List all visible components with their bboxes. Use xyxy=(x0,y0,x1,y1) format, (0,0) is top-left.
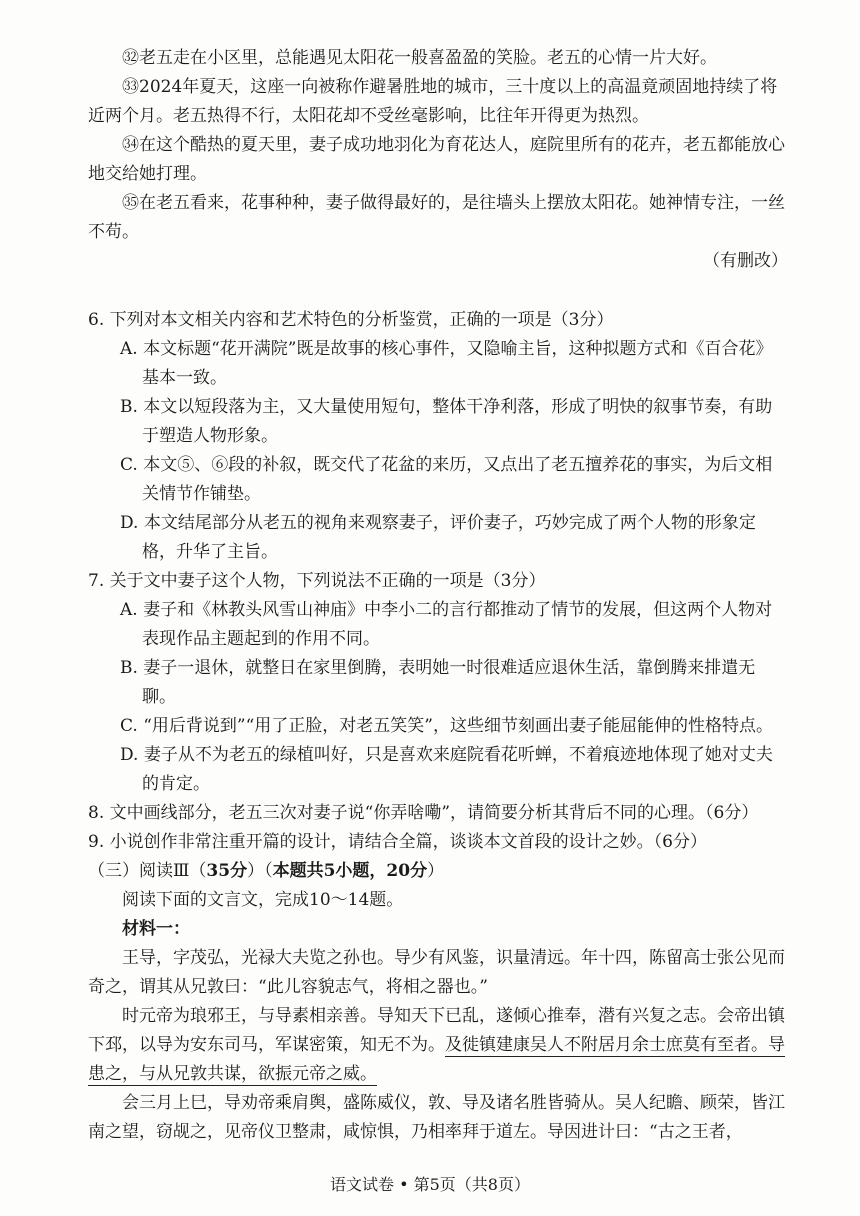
section-points: 35分 xyxy=(206,861,248,881)
section-title-suffix: ） xyxy=(427,861,445,881)
paragraph-35: ㉟在老五看来，花事种种，妻子做得最好的，是往墙头上摆放太阳花。她神情专注，一丝不苟。 xyxy=(88,193,785,242)
section-title-prefix: （三）阅读Ⅲ（ xyxy=(88,861,207,881)
page-footer: 语文试卷 • 第5页（共8页） xyxy=(330,1175,530,1194)
question-7-option-a: A. 妻子和《林教头风雪山神庙》中李小二的言行都推动了情节的发展，但这两个人物对表现作品主题起到的作用不同。 xyxy=(120,600,773,649)
question-6-option-b: B. 本文以短段落为主，又大量使用短句，整体干净利落，形成了明快的叙事节奏，有助于塑造人物形象。 xyxy=(120,397,773,446)
reading-section-3 xyxy=(88,857,788,1147)
question-8-stem: 8. 文中画线部分，老五三次对妻子说“你弄啥嘞”，请简要分析其背后不同的心理。（6分） xyxy=(88,803,759,823)
section-title-middle: ）（ xyxy=(247,861,273,881)
section-instruction: 阅读下面的文言文，完成10～14题。 xyxy=(122,890,404,910)
underlined-sentence-b: 导患之，与从兄敦共谋，欲振元帝之威。 xyxy=(88,1035,785,1084)
paragraph-34: ㉞在这个酷热的夏天里，妻子成功地羽化为育花达人，庭院里所有的花卉，老五都能放心地交给她打理。 xyxy=(88,135,785,184)
question-9-stem: 9. 小说创作非常注重开篇的设计，请结合全篇，谈谈本文首段的设计之妙。（6分） xyxy=(88,832,707,852)
question-6-option-a: A. 本文标题“花开满院”既是故事的核心事件，又隐喻主旨，这种拟题方式和《百合花》基本一致。 xyxy=(120,339,773,388)
paragraph-32: ㉜老五走在小区里，总能遇见太阳花一般喜盈盈的笑脸。老五的心情一片大好。 xyxy=(122,48,717,68)
question-7-option-d: D. 妻子从不为老五的绿植叫好，只是喜欢来庭院看花听蝉，不着痕迹地体现了她对丈夫的肯定。 xyxy=(120,745,773,794)
questions xyxy=(88,306,788,857)
question-7-option-b: B. 妻子一退休，就整日在家里倒腾，表明她一时很难适应退休生活，靠倒腾来排遣无聊。 xyxy=(120,658,756,707)
story-ending xyxy=(88,44,788,276)
question-7-option-c: C. “用后背说到”“用了正脸，对老五笑笑”，这些细节刻画出妻子能屈能伸的性格特点。 xyxy=(120,716,773,736)
underlined-sentence-a: 及徙镇建康吴人不附居月余士庶莫有至者。 xyxy=(445,1035,768,1055)
section-title xyxy=(88,857,788,886)
classical-paragraph-2 xyxy=(88,1002,788,1089)
question-7-stem: 7. 关于文中妻子这个人物，下列说法不正确的一项是（3分） xyxy=(88,571,546,591)
question-6-option-d: D. 本文结尾部分从老五的视角来观察妻子，评价妻子，巧妙完成了两个人物的形象定格，升华了主旨。 xyxy=(120,513,756,562)
classical-paragraph-2-text: 时元帝为琅邪王，与导素相亲善。导知天下已乱，遂倾心推奉，潜有兴复之志。会帝出镇下邳，以导为安东司马，军谋密策，知无不为。 xyxy=(88,1006,785,1055)
classical-paragraph-3: 会三月上巳，导劝帝乘肩舆，盛陈威仪，敦、导及诸名胜皆骑从。吴人纪瞻、顾荣，皆江南之望，窃觇之，见帝仪卫整肃，咸惊惧，乃相率拜于道左。导因进计曰：“古之王者， xyxy=(88,1093,785,1142)
question-6-stem: 6. 下列对本文相关内容和艺术特色的分析鉴赏，正确的一项是（3分） xyxy=(88,310,614,330)
section-detail: 本题共5小题，20分 xyxy=(272,861,428,881)
classical-paragraph-1: 王导，字茂弘，光禄大夫览之孙也。导少有风鉴，识量清远。年十四，陈留高士张公见而奇之，谓其从兄敦曰：“此儿容貌志气，将相之器也。” xyxy=(88,948,785,997)
abridged-note: （有删改） xyxy=(703,251,788,271)
paragraph-33: ㉝2024年夏天，这座一向被称作避暑胜地的城市，三十度以上的高温竟顽固地持续了将近两个月。老五热得不行，太阳花却不受丝毫影响，比往年开得更为热烈。 xyxy=(88,77,778,126)
material-label: 材料一： xyxy=(122,919,190,939)
question-6-option-c: C. 本文⑤、⑥段的补叙，既交代了花盆的来历，又点出了老五擅养花的事实，为后文相关情节作铺垫。 xyxy=(120,455,773,504)
